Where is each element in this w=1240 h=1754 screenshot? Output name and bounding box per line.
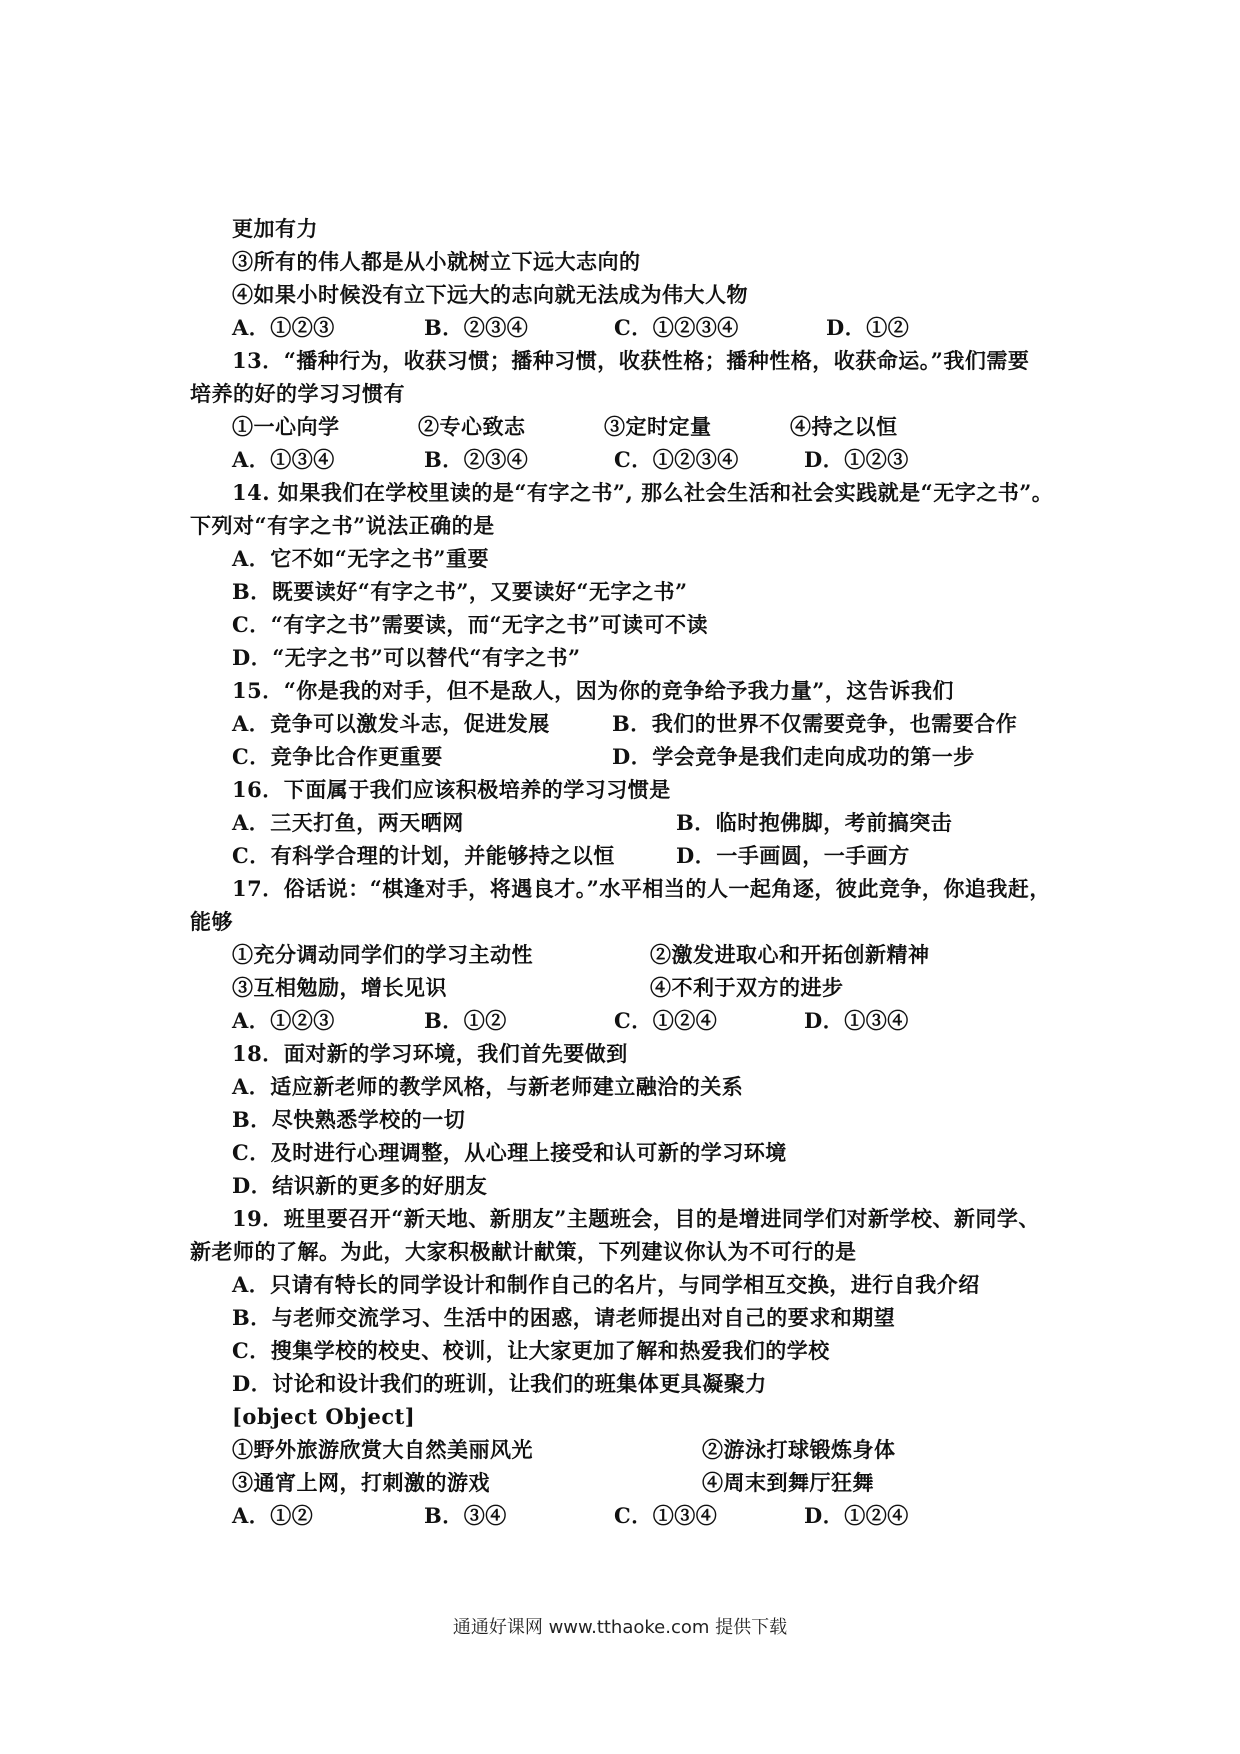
q20-item-2: ②游泳打球锻炼身体: [702, 1437, 896, 1462]
q12-choice-a: A．①②③: [232, 315, 335, 340]
q12-choice-c: C．①②③④: [614, 315, 739, 340]
q13-item-1: ①一心向学: [232, 414, 340, 439]
q13-item-3: ③定时定量: [604, 414, 712, 439]
q17-choice-b: B．①②: [424, 1008, 507, 1033]
q14-choice-a: A．它不如“无字之书”重要: [232, 546, 489, 571]
q16-choice-b: B．临时抱佛脚，考前搞突击: [676, 810, 953, 835]
q13-item-2: ②专心致志: [418, 414, 526, 439]
q20-stem: [object Object]: [232, 1404, 416, 1429]
q14-choice-b: B．既要读好“有字之书”，又要读好“无字之书”: [232, 579, 688, 604]
q20-item-3: ③通宵上网，打刺激的游戏: [232, 1470, 490, 1495]
q17-item-2: ②激发进取心和开拓创新精神: [650, 942, 930, 967]
q17-stem-cont: 能够: [190, 909, 233, 934]
q15-choice-b: B．我们的世界不仅需要竞争，也需要合作: [612, 711, 1018, 736]
q13-stem-cont: 培养的好的学习习惯有: [190, 381, 405, 406]
q13-stem: 13．“播种行为，收获习惯；播种习惯，收获性格；播种性格，收获命运。”我们需要: [232, 348, 1030, 373]
q20-choice-b: B．③④: [424, 1503, 507, 1528]
option-statement-3: ③所有的伟人都是从小就树立下远大志向的: [232, 249, 641, 274]
q19-stem: 19．班里要召开“新天地、新朋友”主题班会，目的是增进同学们对新学校、新同学、: [232, 1206, 1040, 1231]
q13-choice-c: C．①②③④: [614, 447, 739, 472]
q16-choice-a: A．三天打鱼，两天晒网: [232, 810, 464, 835]
q17-item-1: ①充分调动同学们的学习主动性: [232, 942, 533, 967]
q17-item-3: ③互相勉励，增长见识: [232, 975, 447, 1000]
q18-stem: 18．面对新的学习环境，我们首先要做到: [232, 1041, 628, 1066]
q18-choice-d: D．结识新的更多的好朋友: [232, 1173, 488, 1198]
q14-choice-d: D．“无字之书”可以替代“有字之书”: [232, 645, 581, 670]
q17-choice-d: D．①③④: [804, 1008, 909, 1033]
q18-choice-a: A．适应新老师的教学风格，与新老师建立融洽的关系: [232, 1074, 744, 1099]
q16-choice-c: C．有科学合理的计划，并能够持之以恒: [232, 843, 615, 868]
q15-stem: 15．“你是我的对手，但不是敌人，因为你的竞争给予我力量”，这告诉我们: [232, 678, 954, 703]
q12-choice-d: D．①②: [826, 315, 910, 340]
q13-choice-a: A．①③④: [232, 447, 335, 472]
q17-choice-c: C．①②④: [614, 1008, 718, 1033]
q20-item-4: ④周末到舞厅狂舞: [702, 1470, 874, 1495]
q19-choice-a: A．只请有特长的同学设计和制作自己的名片，与同学相互交换，进行自我介绍: [232, 1272, 980, 1297]
page-footer: 通通好课网 www.tthaoke.com 提供下载: [452, 1617, 788, 1638]
q16-choice-d: D．一手画圆，一手画方: [676, 843, 910, 868]
q15-choice-d: D．学会竞争是我们走向成功的第一步: [612, 744, 975, 769]
q19-stem-cont: 新老师的了解。为此，大家积极献计献策，下列建议你认为不可行的是: [190, 1239, 857, 1264]
q12-choice-b: B．②③④: [424, 315, 529, 340]
option-statement-4: ④如果小时候没有立下远大的志向就无法成为伟大人物: [232, 282, 748, 307]
q18-choice-b: B．尽快熟悉学校的一切: [232, 1107, 466, 1132]
q13-choice-d: D．①②③: [804, 447, 909, 472]
q16-stem: 16．下面属于我们应该积极培养的学习习惯是: [232, 777, 671, 802]
q13-item-4: ④持之以恒: [790, 414, 898, 439]
q17-stem: 17．俗话说：“棋逢对手，将遇良才。”水平相当的人一起角逐，彼此竞争，你追我赶，: [232, 876, 1051, 901]
continuation-text: 更加有力: [232, 216, 318, 241]
q19-choice-c: C．搜集学校的校史、校训，让大家更加了解和热爱我们的学校: [232, 1338, 830, 1363]
q15-choice-a: A．竞争可以激发斗志，促进发展: [232, 711, 550, 736]
q14-stem: 14. 如果我们在学校里读的是“有字之书”, 那么社会生活和社会实践就是“无字之书”。: [232, 480, 1054, 505]
q13-choice-b: B．②③④: [424, 447, 529, 472]
q19-choice-b: B．与老师交流学习、生活中的困惑，请老师提出对自己的要求和期望: [232, 1305, 896, 1330]
q20-choice-d: D．①②④: [804, 1503, 909, 1528]
q17-item-4: ④不利于双方的进步: [650, 975, 844, 1000]
q19-choice-d: D．讨论和设计我们的班训，让我们的班集体更具凝聚力: [232, 1371, 767, 1396]
q20-item-1: ①野外旅游欣赏大自然美丽风光: [232, 1437, 533, 1462]
q18-choice-c: C．及时进行心理调整，从心理上接受和认可新的学习环境: [232, 1140, 787, 1165]
q15-choice-c: C．竞争比合作更重要: [232, 744, 443, 769]
q17-choice-a: A．①②③: [232, 1008, 335, 1033]
q14-stem-cont: 下列对“有字之书”说法正确的是: [190, 513, 495, 538]
q14-choice-c: C．“有字之书”需要读，而“无字之书”可读可不读: [232, 612, 709, 637]
q20-choice-a: A．①②: [232, 1503, 314, 1528]
q20-choice-c: C．①③④: [614, 1503, 718, 1528]
